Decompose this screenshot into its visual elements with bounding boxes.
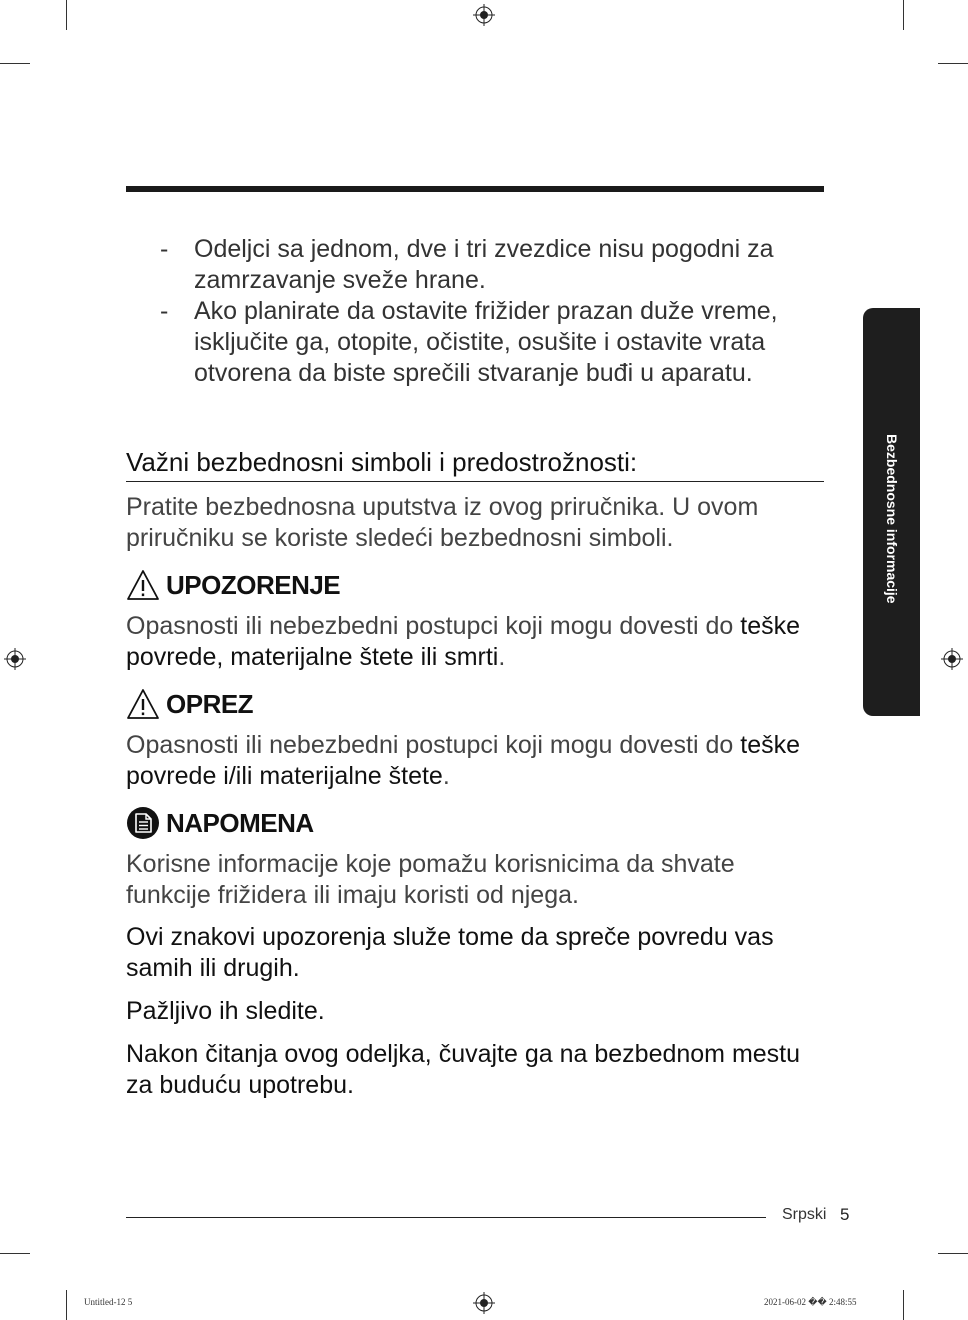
registration-mark-icon xyxy=(941,648,963,670)
list-item xyxy=(160,296,820,389)
note-text: Korisne informacije koje pomažu korisnicima da shvate funkcije frižidera ili imaju koristi od njega. xyxy=(126,850,735,909)
warning-text-start: Opasnosti ili nebezbedni postupci koji mogu dovesti do xyxy=(126,612,741,640)
caution-text xyxy=(126,730,826,792)
note-label-text: NAPOMENA xyxy=(166,807,314,838)
chapter-tab: Bezbednosne informacije xyxy=(863,308,920,716)
crop-mark xyxy=(66,1290,67,1320)
footer-rule xyxy=(126,1217,766,1218)
crop-mark xyxy=(903,0,904,30)
crop-mark xyxy=(66,0,67,30)
note-document-icon xyxy=(126,806,160,840)
bullet-list xyxy=(160,234,820,389)
print-info-right: 2021-06-02 �� 2:48:55 xyxy=(764,1297,857,1307)
page-number: 5 xyxy=(840,1205,850,1224)
note-label xyxy=(126,806,314,840)
warning-triangle-icon xyxy=(126,569,160,601)
print-info-left: Untitled-12 5 xyxy=(84,1297,133,1307)
warning-text-highlight: teške povrede, materijalne štete ili smrti xyxy=(126,612,801,671)
closing-paragraph: Nakon čitanja ovog odeljka, čuvajte ga na bezbednom mestu za buduću upotrebu. xyxy=(126,1040,801,1099)
heading-rule xyxy=(126,481,824,482)
registration-mark-icon xyxy=(473,1292,495,1314)
list-item xyxy=(160,234,820,296)
crop-mark xyxy=(938,63,968,64)
caution-text-end: . xyxy=(442,762,450,790)
bullet-text: Ako planirate da ostavite frižider prazan duže vreme, isključite ga, otopite, očistite, osušite i ostavite vrata otvorena da biste sprečili stvaranje buđi u aparatu. xyxy=(194,297,778,387)
footer-language: Srpski xyxy=(782,1206,827,1223)
bullet-dash: - xyxy=(160,297,169,325)
warning-label-text: UPOZORENJE xyxy=(166,569,341,600)
caution-text-highlight: teške povrede i/ili materijalne štete xyxy=(126,731,801,790)
top-rule xyxy=(126,186,824,192)
closing-paragraph: Pažljivo ih sledite. xyxy=(126,997,325,1025)
caution-text-start: Opasnosti ili nebezbedni postupci koji mogu dovesti do xyxy=(126,731,741,759)
caution-label xyxy=(126,687,253,721)
registration-mark-icon xyxy=(4,648,26,670)
crop-mark xyxy=(938,1253,968,1254)
crop-mark xyxy=(0,63,30,64)
crop-mark xyxy=(0,1253,30,1254)
caution-triangle-icon xyxy=(126,688,160,720)
section-heading: Važni bezbednosni simboli i predostrožnosti: xyxy=(126,447,638,477)
bullet-text: Odeljci sa jednom, dve i tri zvezdice nisu pogodni za zamrzavanje sveže hrane. xyxy=(194,235,774,294)
closing-paragraph: Ovi znakovi upozorenja služe tome da spreče povredu vas samih ili drugih. xyxy=(126,923,774,982)
crop-mark xyxy=(903,1290,904,1320)
caution-label-text: OPREZ xyxy=(166,688,254,719)
warning-text-end: . xyxy=(498,643,506,671)
warning-label xyxy=(126,568,340,602)
section-intro: Pratite bezbednosna uputstva iz ovog priručnika. U ovom priručniku se koriste sledeći bezbednosni simboli. xyxy=(126,493,759,552)
registration-mark-icon xyxy=(473,4,495,26)
bullet-dash: - xyxy=(160,235,169,263)
warning-text xyxy=(126,611,826,673)
